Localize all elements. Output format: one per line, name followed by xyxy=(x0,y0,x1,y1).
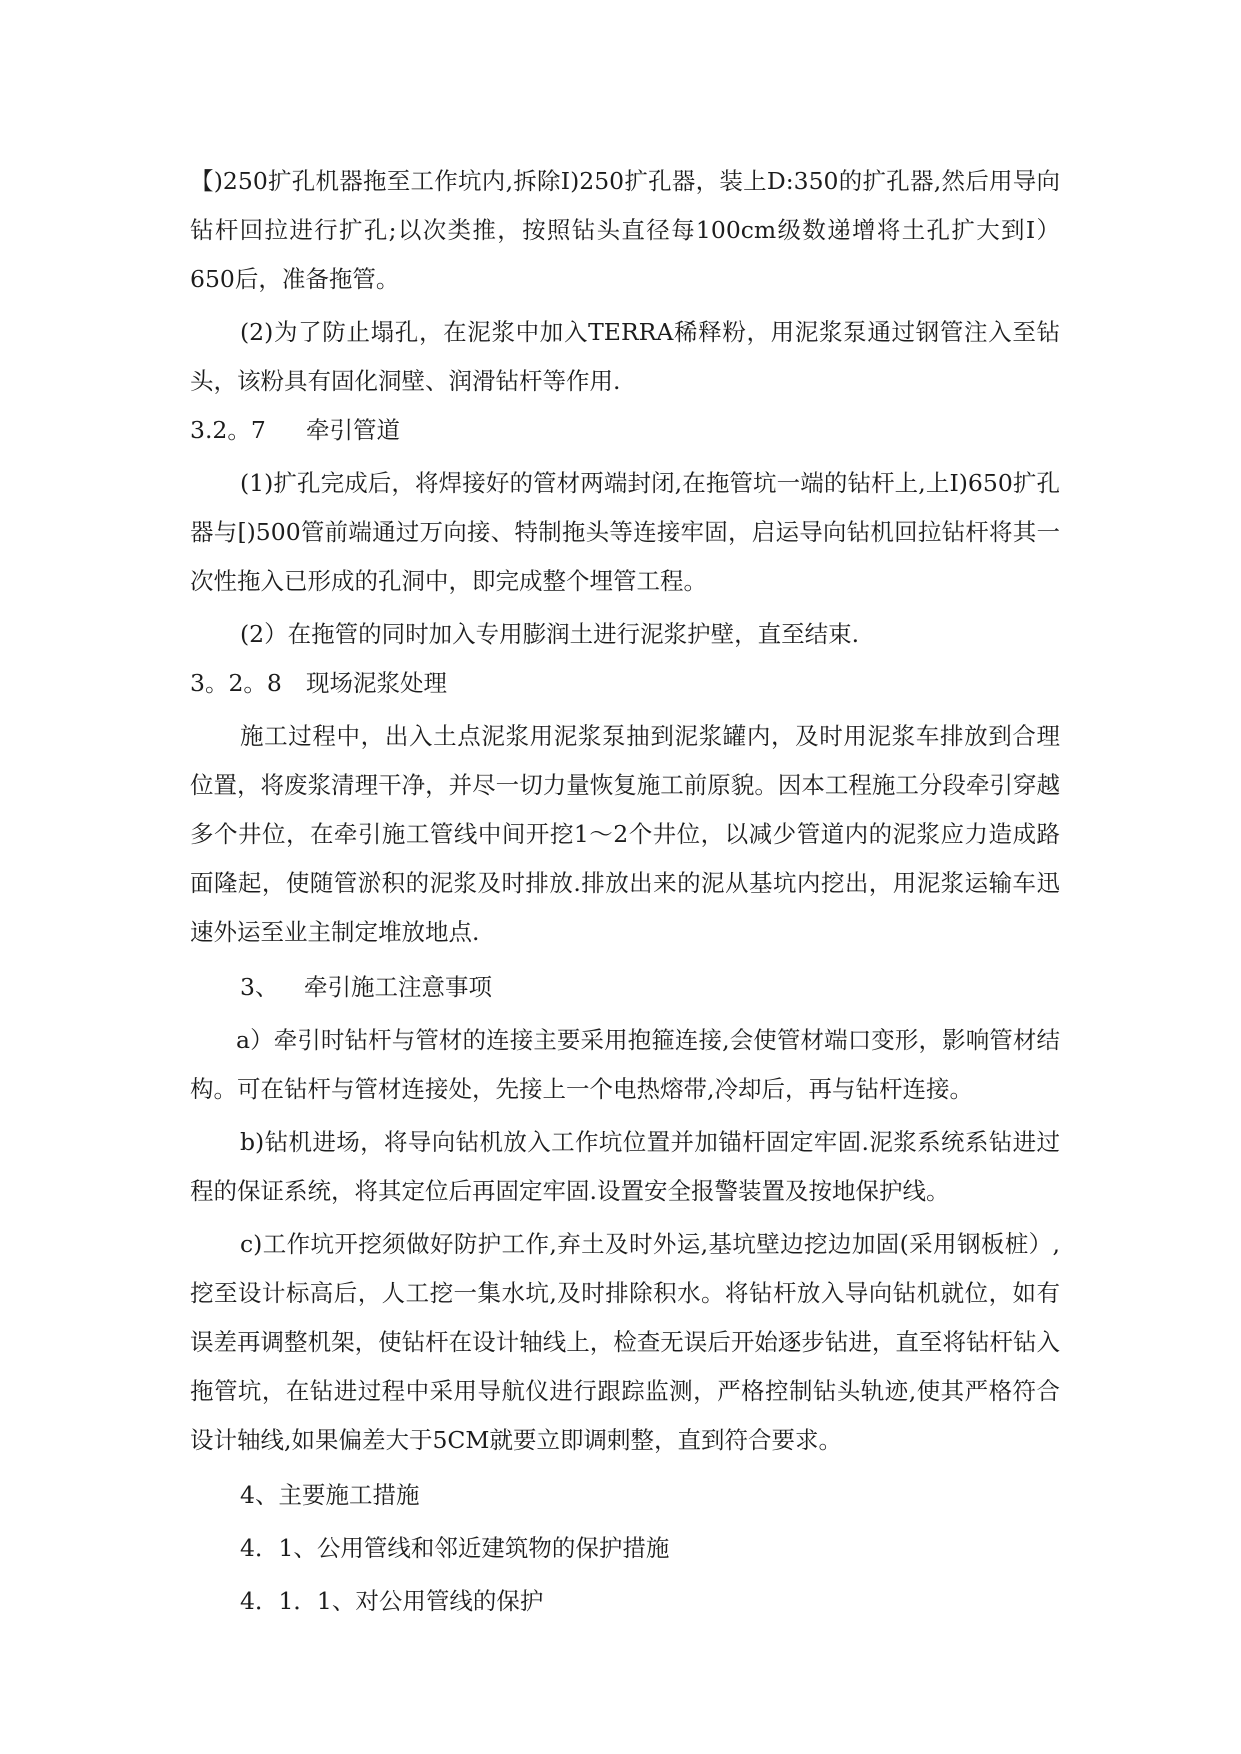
paragraph-note-a: a）牵引时钻杆与管材的连接主要采用抱箍连接,会使管材端口变形，影响管材结构。可在钻杆与管材连接处，先接上一个电热熔带,冷却后，再与钻杆连接。 xyxy=(190,1026,1060,1103)
section-title: 牵引管道 xyxy=(306,416,400,444)
document-body xyxy=(190,157,1060,1626)
paragraph-note-c: c)工作坑开挖须做好防护工作,弃土及时外运,基坑壁边挖边加固(采用钢板桩）,挖至设计标高后，人工挖一集水坑,及时排除积水。将钻杆放入导向钻机就位，如有误差再调整机架，使钻杆在设计轴线上，检查无误后开始逐步钻进，直至将钻杆钻入拖管坑，在钻进过程中采用导航仪进行跟踪监测，严格控制钻头轨迹,使其严格符合设计轴线,如果偏差大于5CM就要立即调剌整，直到符合要求。 xyxy=(190,1230,1060,1454)
section-heading-4-1-1: 4．1．1、对公用管线的保护 xyxy=(240,1587,544,1615)
section-number: 3.2。7 xyxy=(190,416,266,444)
paragraph-reaming-continuation: 【)250扩孔机器拖至工作坑内,拆除I)250扩孔器，装上D:350的扩孔器,然后用导向钻杆回拉进行扩孔;以次类推，按照钻头直径每100cm级数递增将土孔扩大到I）650后，准备拖管。 xyxy=(190,167,1060,293)
paragraph-anti-collapse: (2)为了防止塌孔，在泥浆中加入TERRA稀释粉，用泥浆泵通过钢管注入至钻头，该粉具有固化洞壁、润滑钻杆等作用. xyxy=(190,318,1060,395)
section-heading-4: 4、主要施工措施 xyxy=(240,1481,420,1509)
section-number: 3、 xyxy=(240,973,279,1001)
section-heading-3-2-8 xyxy=(190,659,1060,708)
section-title: 牵引施工注意事项 xyxy=(304,973,492,1001)
paragraph-mud-handling: 施工过程中，出入土点泥浆用泥浆泵抽到泥浆罐内，及时用泥浆车排放到合理位置，将废浆清理干净，并尽一切力量恢复施工前原貌。因本工程施工分段牵引穿越多个井位，在牵引施工管线中间开挖1～2个井位，以减少管道内的泥浆应力造成路面隆起，使随管淤积的泥浆及时排放.排放出来的泥从基坑内挖出，用泥浆运输车迅速外运至业主制定堆放地点. xyxy=(190,722,1060,946)
section-heading-3-2-7 xyxy=(190,406,1060,455)
paragraph-note-b: b)钻机进场，将导向钻机放入工作坑位置并加锚杆固定牢固.泥浆系统系钻进过程的保证系统，将其定位后再固定牢固.设置安全报警装置及按地保护线。 xyxy=(190,1128,1060,1205)
section-title: 现场泥浆处理 xyxy=(306,669,447,697)
section-heading-4-1: 4．1、公用管线和邻近建筑物的保护措施 xyxy=(240,1534,670,1562)
paragraph-bentonite: (2）在拖管的同时加入专用膨润土进行泥浆护壁，直至结束. xyxy=(240,620,860,648)
paragraph-pulling-pipe: (1)扩孔完成后，将焊接好的管材两端封闭,在拖管坑一端的钻杆上,上I)650扩孔器与[)500管前端通过万向接、特制拖头等连接牢固，启运导向钻机回拉钻杆将其一次性拖入已形成的孔洞中，即完成整个埋管工程。 xyxy=(190,469,1060,595)
section-heading-3 xyxy=(190,963,1060,1012)
section-number: 3。2。8 xyxy=(190,669,282,697)
